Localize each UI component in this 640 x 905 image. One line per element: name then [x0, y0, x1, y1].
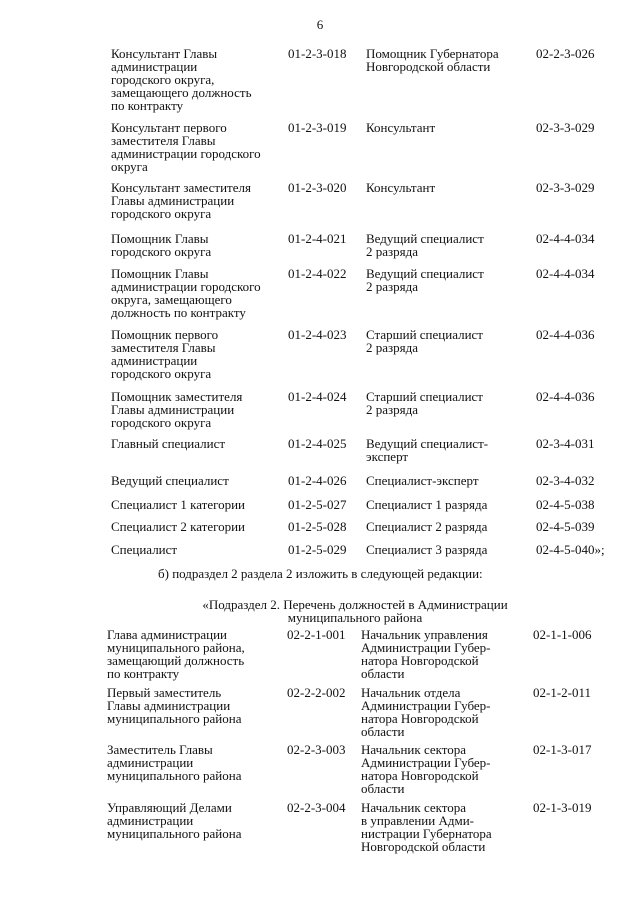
regional-code: 02-4-4-034	[536, 266, 595, 281]
municipal-position: Помощник Главы городского округа	[111, 231, 212, 259]
municipal-code: 01-2-4-021	[288, 231, 347, 246]
municipal-code: 01-2-5-028	[288, 519, 347, 534]
regional-code: 02-1-3-019	[533, 800, 592, 815]
regional-position: Старший специалист 2 разряда	[366, 327, 483, 355]
municipal-code: 01-2-4-026	[288, 473, 347, 488]
municipal-code: 01-2-4-022	[288, 266, 347, 281]
regional-position: Начальник сектора Администрации Губер- натора Новгородской области	[361, 742, 491, 796]
regional-position: Помощник Губернатора Новгородской области	[366, 46, 499, 74]
regional-code: 02-4-5-040»;	[536, 542, 605, 557]
regional-code: 02-4-4-036	[536, 389, 595, 404]
municipal-code: 02-2-1-001	[287, 627, 346, 642]
municipal-position: Ведущий специалист	[111, 473, 229, 488]
municipal-position: Специалист 2 категории	[111, 519, 246, 534]
regional-code: 02-3-3-029	[536, 180, 595, 195]
municipal-position: Главный специалист	[111, 436, 226, 451]
municipal-position: Консультант заместителя Главы администрации городского округа	[111, 180, 251, 221]
municipal-position: Консультант первого заместителя Главы администрации городского округа	[111, 120, 261, 174]
regional-position: Консультант	[366, 180, 436, 195]
regional-code: 02-4-5-038	[536, 497, 595, 512]
regional-position: Специалист 2 разряда	[366, 519, 488, 534]
regional-code: 02-2-3-026	[536, 46, 595, 61]
regional-position: Специалист-эксперт	[366, 473, 479, 488]
municipal-code: 01-2-3-018	[288, 46, 347, 61]
municipal-position: Заместитель Главы администрации муниципального района	[107, 742, 242, 783]
regional-code: 02-1-2-011	[533, 685, 592, 700]
regional-position: Ведущий специалист- эксперт	[366, 436, 489, 464]
municipal-position: Специалист	[111, 542, 178, 557]
municipal-position: Помощник первого заместителя Главы администрации городского округа	[111, 327, 219, 381]
regional-position: Ведущий специалист 2 разряда	[366, 266, 484, 294]
municipal-position: Консультант Главы администрации городского округа, замещающего должность по контракту	[111, 46, 252, 113]
municipal-code: 02-2-3-004	[287, 800, 346, 815]
regional-position: Начальник сектора в управлении Адми- нистрации Губернатора Новгородской области	[361, 800, 492, 854]
regional-position: Начальник управления Администрации Губер- натора Новгородской области	[361, 627, 491, 681]
regional-code: 02-4-4-036	[536, 327, 595, 342]
regional-position: Специалист 3 разряда	[366, 542, 488, 557]
instruction-paragraph: б) подраздел 2 раздела 2 изложить в следующей редакции:	[158, 566, 483, 581]
municipal-code: 01-2-3-019	[288, 120, 347, 135]
subsection-heading-text: «Подраздел 2. Перечень должностей в Администрации муниципального района	[202, 597, 508, 625]
regional-code: 02-1-1-006	[533, 627, 592, 642]
municipal-code: 01-2-4-025	[288, 436, 347, 451]
municipal-position: Помощник заместителя Главы администрации городского округа	[111, 389, 243, 430]
municipal-position: Первый заместитель Главы администрации муниципального района	[107, 685, 242, 726]
page-number: 6	[316, 17, 324, 32]
municipal-code: 01-2-5-027	[288, 497, 347, 512]
municipal-code: 02-2-3-003	[287, 742, 346, 757]
municipal-code: 01-2-3-020	[288, 180, 347, 195]
municipal-position: Специалист 1 категории	[111, 497, 246, 512]
municipal-position: Управляющий Делами администрации муниципального района	[107, 800, 242, 841]
regional-code: 02-3-3-029	[536, 120, 595, 135]
regional-position: Старший специалист 2 разряда	[366, 389, 483, 417]
regional-position: Консультант	[366, 120, 436, 135]
regional-code: 02-3-4-031	[536, 436, 595, 451]
subsection-heading	[150, 598, 560, 624]
municipal-code: 01-2-4-023	[288, 327, 347, 342]
municipal-code: 01-2-4-024	[288, 389, 347, 404]
regional-position: Специалист 1 разряда	[366, 497, 488, 512]
regional-code: 02-4-4-034	[536, 231, 595, 246]
regional-position: Начальник отдела Администрации Губер- натора Новгородской области	[361, 685, 491, 739]
municipal-code: 01-2-5-029	[288, 542, 347, 557]
regional-position: Ведущий специалист 2 разряда	[366, 231, 484, 259]
regional-code: 02-4-5-039	[536, 519, 595, 534]
regional-code: 02-1-3-017	[533, 742, 592, 757]
municipal-position: Помощник Главы администрации городского округа, замещающего должность по контракту	[111, 266, 261, 320]
regional-code: 02-3-4-032	[536, 473, 595, 488]
municipal-code: 02-2-2-002	[287, 685, 346, 700]
municipal-position: Глава администрации муниципального района, замещающий должность по контракту	[107, 627, 245, 681]
